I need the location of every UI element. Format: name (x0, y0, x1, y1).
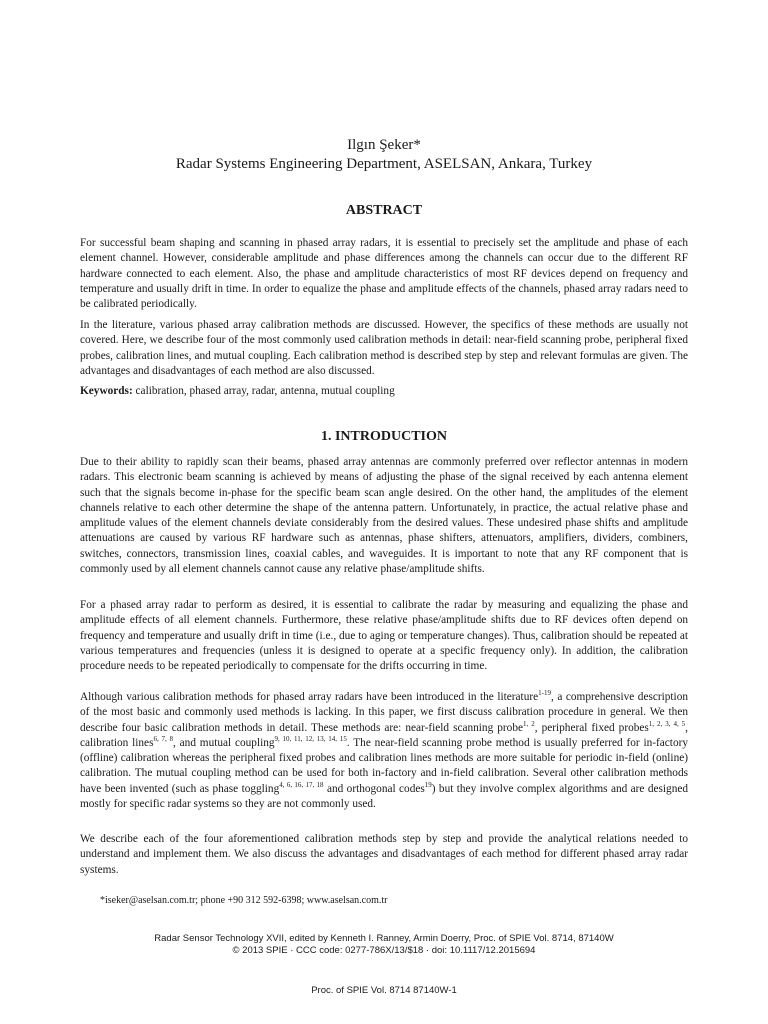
p3-text: , a comprehensive description of the most basic and commonly used methods is lacking. In this paper, we first discuss calibration procedure in general. We then describe four basic calibration methods in detail. These methods are: near-field scanning probe (80, 691, 688, 734)
p3-text: and orthogonal codes (323, 782, 425, 795)
keywords-line (80, 385, 688, 397)
author-affiliation: Radar Systems Engineering Department, ASELSAN, Ankara, Turkey (175, 156, 593, 172)
citation-superscript: 9, 10, 11, 12, 13, 14, 15 (274, 735, 347, 744)
citation-line-2: © 2013 SPIE · CCC code: 0277-786X/13/$18 · doi: 10.1117/12.2015694 (232, 945, 536, 956)
keywords-text: calibration, phased array, radar, antenna, mutual coupling (135, 385, 395, 397)
intro-paragraph-3 (80, 690, 688, 812)
author-name: Ilgın Şeker* (347, 137, 421, 153)
intro-paragraph-4: We describe each of the four aforementioned calibration methods step by step and provide the analytical relations needed to understand and implement them. We also discuss the advantages and disadvantages of each method for different phased array radar systems. (80, 833, 688, 876)
citation-superscript: 4, 6, 16, 17, 18 (279, 781, 324, 790)
p3-text: Although various calibration methods for phased array radars have been introduced in the literature (80, 691, 539, 703)
p3-text: , peripheral fixed probes (534, 721, 649, 734)
citation-superscript: 19 (424, 781, 432, 790)
p3-text: ) but they involve complex algorithms and are designed mostly for specific radar systems so they are not commonly used. (80, 782, 689, 811)
abstract-paragraph-2: In the literature, various phased array calibration methods are discussed. However, the specifics of these methods are usually not covered. Here, we describe four of the most commonly used calibration methods in detail: near-field scanning probe, peripheral fixed probes, calibration lines, and mutual coupling. Each calibration method is described step by step and relevant formulas are given. The advantages and disadvantages of each method are also discussed. (80, 319, 688, 377)
keywords-label: Keywords: (80, 385, 133, 397)
introduction-heading: 1. INTRODUCTION (320, 429, 447, 444)
p3-text: , calibration lines (80, 721, 688, 749)
abstract-paragraph-1: For successful beam shaping and scanning in phased array radars, it is essential to precisely set the amplitude and phase of each element channel. However, considerable amplitude and phase differences among the channels can occur due to the different RF hardware connected to each element. Also, the phase and amplitude characteristics of most RF devices depend on frequency and temperature and usually drift in time. In order to equalize the phase and amplitude effects of the channels, phased array radars need to be calibrated periodically. (80, 237, 688, 311)
author-contact-footnote: *iseker@aselsan.com.tr; phone +90 312 592-6398; www.aselsan.com.tr (100, 895, 388, 906)
abstract-heading: ABSTRACT (345, 203, 423, 218)
p3-text: , and mutual coupling (173, 736, 275, 749)
intro-paragraph-2: For a phased array radar to perform as desired, it is essential to calibrate the radar by measuring and equalizing the phase and amplitude effects of all element channels. Furthermore, these relative phase/amplitude shifts due to RF devices often depend on frequency and temperature and usually drift in time (i.e., due to aging or temperature changes). Thus, calibration should be repeated at various temperatures and frequencies (unless it is designed to operate at a specific frequency only). In addition, the calibration procedure needs to be repeated periodically to compensate for the drifts occurring in time. (80, 599, 688, 673)
citation-superscript: 1, 2, 3, 4, 5 (648, 719, 686, 728)
page-footer: Proc. of SPIE Vol. 8714 87140W-1 (311, 985, 457, 996)
intro-paragraph-1: Due to their ability to rapidly scan their beams, phased array antennas are commonly preferred over reflector antennas in modern radars. This electronic beam scanning is achieved by means of adjusting the phase of the signal received by each antenna element such that the signals become in-phase for the specific beam scan angle desired. On the other hand, the amplitudes of the element channels relative to each other determine the shape of the antenna pattern. Unfortunately, in practice, the actual relative phase and amplitude values of the element channels deviate considerably from the desired values. These undesired phase shifts and amplitude attenuations are caused by various RF hardware such as antennas, phase shifters, attenuators, amplifiers, dividers, combiners, switches, connectors, transmission lines, coaxial cables, and waveguides. It is important to note that any RF component that is commonly used by all element channels cannot cause any relative phase/amplitude shifts. (80, 456, 688, 576)
citation-superscript: 6, 7, 8 (153, 735, 173, 744)
p3-text: . The near-field scanning probe method is usually preferred for in-factory (offline) calibration whereas the peripheral fixed probes and calibration lines methods are more suitable for periodic in-field (online) calibration. The mutual coupling method can be used for both in-factory and in-field calibration. Several other calibration methods have been invented (such as phase toggling (80, 736, 689, 795)
citation-superscript: 1, 2 (523, 719, 535, 728)
citation-superscript: 1-19 (538, 689, 551, 698)
citation-line-1: Radar Sensor Technology XVII, edited by Kenneth I. Ranney, Armin Doerry, Proc. of SPIE Vol. 8714, 87140W (154, 933, 614, 944)
